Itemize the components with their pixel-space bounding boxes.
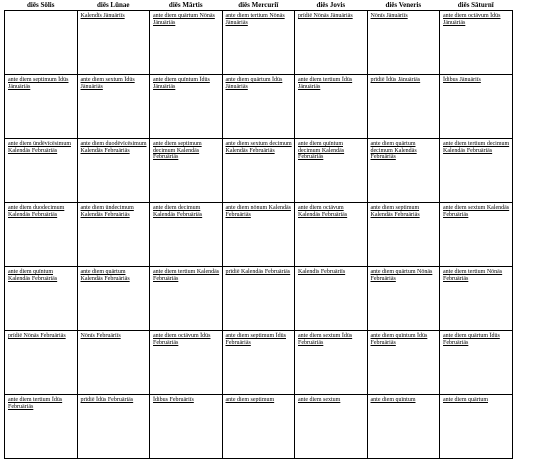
day-link[interactable]: ante diem quīntum decimum Kalendās Februāriās [298,141,345,161]
day-link[interactable]: ante diem sextum [298,397,341,403]
day-cell [150,267,223,331]
day-link[interactable]: Kalendīs Jānuāriīs [80,13,125,19]
day-cell [222,267,295,331]
day-cell [367,267,440,331]
day-link[interactable]: ante diem sextum Īdūs Februāriās [298,333,353,346]
day-cell [295,203,368,267]
day-link[interactable]: Nōnīs Jānuāriīs [370,13,408,19]
day-link[interactable]: ante diem quīntum Īdūs Jānuāriās [153,77,210,90]
day-link[interactable]: ante diem tertium Kalendās Februāriās [153,269,220,282]
day-link[interactable]: ante diem tertium Nōnās Jānuāriās [225,13,285,26]
day-cell [77,139,150,203]
day-cell [5,267,78,331]
day-cell [295,331,368,395]
day-link[interactable]: prīdiē Īdūs Februāriās [80,397,134,403]
day-cell [150,331,223,395]
day-cell [77,395,150,459]
day-cell [5,395,78,459]
day-link[interactable]: ante diem octāvum Īdūs Jānuāriās [443,13,501,26]
day-link[interactable]: ante diem octāvum Īdūs Februāriās [153,333,211,346]
day-cell [295,395,368,459]
day-cell [367,11,440,75]
day-link[interactable]: ante diem nōnum Kalendās Februāriās [225,205,291,218]
weekday-header-monday: diēs Lūnae [97,0,130,9]
calendar-grid [4,0,513,459]
week-row [5,139,513,203]
day-cell [5,203,78,267]
day-cell [440,267,513,331]
day-cell [150,75,223,139]
day-cell [77,331,150,395]
day-link[interactable]: ante diem quārtum decimum Kalendās Februāriās [370,141,417,161]
day-link[interactable]: ante diem quīntum Kalendās Februāriās [8,269,58,282]
day-cell [367,139,440,203]
day-cell [367,75,440,139]
day-link[interactable]: ante diem septimum Īdūs Februāriās [225,333,286,346]
weekday-header-row [5,0,513,11]
week-row [5,11,513,75]
day-link[interactable]: ante diem duodecimum Kalendās Februāriās [8,205,65,218]
day-link[interactable]: ante diem decimum Kalendās Februāriās [153,205,203,218]
day-cell [222,139,295,203]
weekday-header-thursday: diēs Jovis [316,0,346,9]
day-cell [295,75,368,139]
day-cell [222,11,295,75]
day-link[interactable]: prīdiē Kalendās Februāriās [225,269,291,275]
day-cell [295,11,368,75]
day-link[interactable]: ante diem quārtum Kalendās Februāriās [80,269,130,282]
calendar-body [5,11,513,459]
day-cell [77,267,150,331]
day-cell [222,395,295,459]
day-cell [295,139,368,203]
week-row [5,267,513,331]
day-cell [150,395,223,459]
day-cell [367,331,440,395]
day-link[interactable]: prīdiē Nōnās Jānuāriās [298,13,353,19]
day-cell [77,11,150,75]
day-link[interactable]: ante diem ūndēvīcēsimum Kalendās Februāriās [8,141,71,154]
day-cell [440,395,513,459]
week-row [5,75,513,139]
day-link[interactable]: Īdibus Februāriīs [153,397,194,403]
day-link[interactable]: prīdiē Īdūs Jānuāriās [370,77,421,83]
day-link[interactable]: ante diem septimum [225,397,275,403]
day-link[interactable]: ante diem quārtum Īdūs Jānuāriās [225,77,283,90]
day-link[interactable]: ante diem octāvum Kalendās Februāriās [298,205,348,218]
day-link[interactable]: ante diem quārtum [443,397,488,403]
weekday-header-tuesday: diēs Mārtis [168,0,203,9]
day-link[interactable]: ante diem tertium Nōnās Februāriās [443,269,503,282]
day-link[interactable]: ante diem septimum decimum Kalendās Februāriās [153,141,202,161]
day-link[interactable]: Īdibus Jānuāriīs [443,77,481,83]
day-cell [440,11,513,75]
week-row [5,331,513,395]
day-cell [77,203,150,267]
day-link[interactable]: ante diem quīntum Īdūs Februāriās [370,333,428,346]
day-cell [367,395,440,459]
weekday-header-wednesday: diēs Mercuriī [238,0,279,9]
week-row [5,395,513,459]
day-cell [222,331,295,395]
day-cell [5,11,78,75]
weekday-header-friday: diēs Veneris [385,0,422,9]
week-row [5,203,513,267]
day-cell [222,203,295,267]
day-cell [5,331,78,395]
day-link[interactable]: ante diem tertium decimum Kalendās Februāriās [443,141,510,154]
day-cell [367,203,440,267]
day-link[interactable]: ante diem sextum Kalendās Februāriās [443,205,510,218]
day-link[interactable]: ante diem tertium Īdūs Februāriās [8,397,63,410]
day-link[interactable]: ante diem duodēvīcēsimum Kalendās Februāriās [80,141,147,154]
day-link[interactable]: ante diem quārtum Nōnās Februāriās [370,269,433,282]
day-cell [5,139,78,203]
day-cell [440,203,513,267]
day-link[interactable]: ante diem septimum Kalendās Februāriās [370,205,420,218]
day-link[interactable]: ante diem sextum Īdūs Jānuāriās [80,77,135,90]
day-link[interactable]: prīdiē Nōnās Februāriās [8,333,66,339]
day-cell [150,11,223,75]
day-link[interactable]: Kalendīs Februāriīs [298,269,346,275]
day-cell [440,331,513,395]
day-link[interactable]: Nōnīs Februāriīs [80,333,121,339]
day-link[interactable]: ante diem ūndecimum Kalendās Februāriās [80,205,134,218]
weekday-header-saturday: diēs Sāturnī [457,0,494,9]
day-cell [440,139,513,203]
day-link[interactable]: ante diem tertium Īdūs Jānuāriās [298,77,353,90]
day-link[interactable]: ante diem sextum decimum Kalendās Februāriās [225,141,292,154]
day-link[interactable]: ante diem quārtum Nōnās Jānuāriās [153,13,215,26]
day-cell [440,75,513,139]
day-cell [222,75,295,139]
day-link[interactable]: ante diem quārtum Īdūs Februāriās [443,333,500,346]
weekday-header-sunday: diēs Sōlis [27,0,55,9]
day-cell [77,75,150,139]
day-cell [295,267,368,331]
day-link[interactable]: ante diem septimum Īdūs Jānuāriās [8,77,69,90]
day-link[interactable]: ante diem quīntum [370,397,416,403]
day-cell [150,139,223,203]
day-cell [150,203,223,267]
day-cell [5,75,78,139]
